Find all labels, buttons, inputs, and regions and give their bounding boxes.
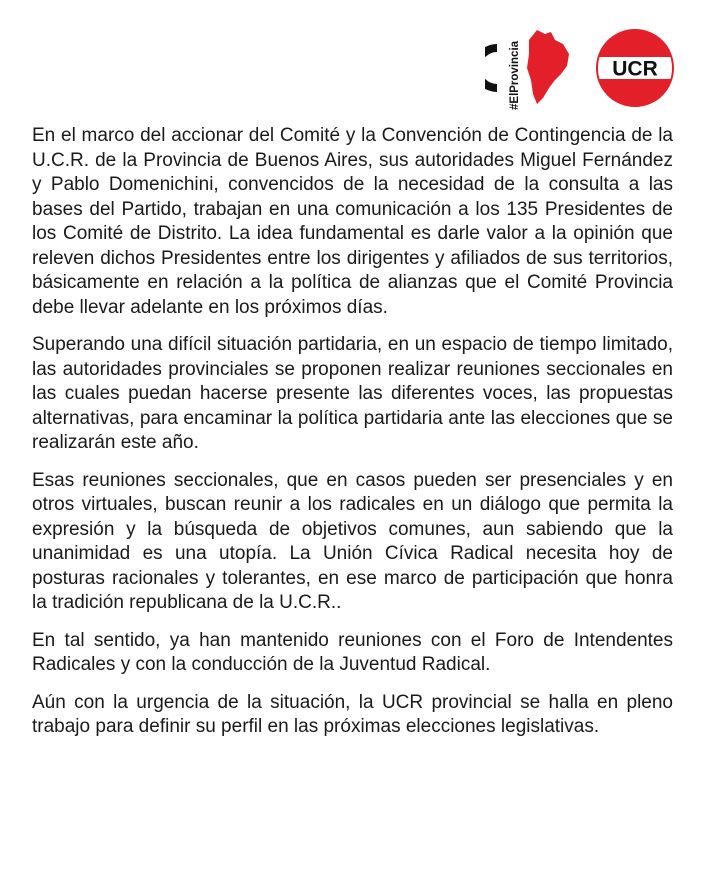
campaign-tag: #ElProvincia — [509, 40, 521, 110]
paragraph: Superando una difícil situación partidaria, en un espacio de tiempo limitado, las autoridades provinciales se proponen realizar reuniones seccionales en las cuales puedan hacerse presente las diferentes voces, las propuestas alternativas, para encaminar la política partidaria ante las elecciones que se realizarán este año. — [32, 334, 673, 453]
paragraph: En tal sentido, ya han mantenido reuniones con el Foro de Intendentes Radicales y con la conducción de la Juventud Radical. — [32, 629, 673, 675]
ucr-logo-text: UCR — [612, 57, 658, 81]
paragraph: En el marco del accionar del Comité y la Convención de Contingencia de la U.C.R. de la Provincia de Buenos Aires, sus autoridades Miguel Fernández y Pablo Domenichini, convencidos de la necesidad de la consulta a las bases del Partido, trabajan en una comunicación a los 135 Presidentes de los Comité de Distrito. La idea fundamental es darle valor a la opinión que releven dichos Presidentes entre los dirigentes y afiliados de sus territorios, básicamente en relación a la política de alianzas que el Comité Provincia debe llevar adelante en los próximos días. — [32, 125, 673, 318]
crescent-icon — [485, 44, 497, 92]
header-logos — [485, 18, 675, 118]
ucr-logo — [595, 28, 675, 108]
el-provincia-logo — [485, 18, 585, 118]
statement-body — [32, 124, 673, 753]
paragraph: Aún con la urgencia de la situación, la UCR provincial se halla en pleno trabajo para definir su perfil en las próximas elecciones legislativas. — [32, 691, 673, 737]
paragraph: Esas reuniones seccionales, que en casos pueden ser presenciales y en otros virtuales, buscan reunir a los radicales en un diálogo que permita la expresión y la búsqueda de objetivos comunes, aun sabiendo que la unanimidad es una utopía. La Unión Cívica Radical necesita hoy de posturas racionales y tolerantes, en ese marco de participación que honra la tradición republicana de la U.C.R.. — [32, 469, 673, 613]
province-map-icon — [527, 30, 569, 104]
